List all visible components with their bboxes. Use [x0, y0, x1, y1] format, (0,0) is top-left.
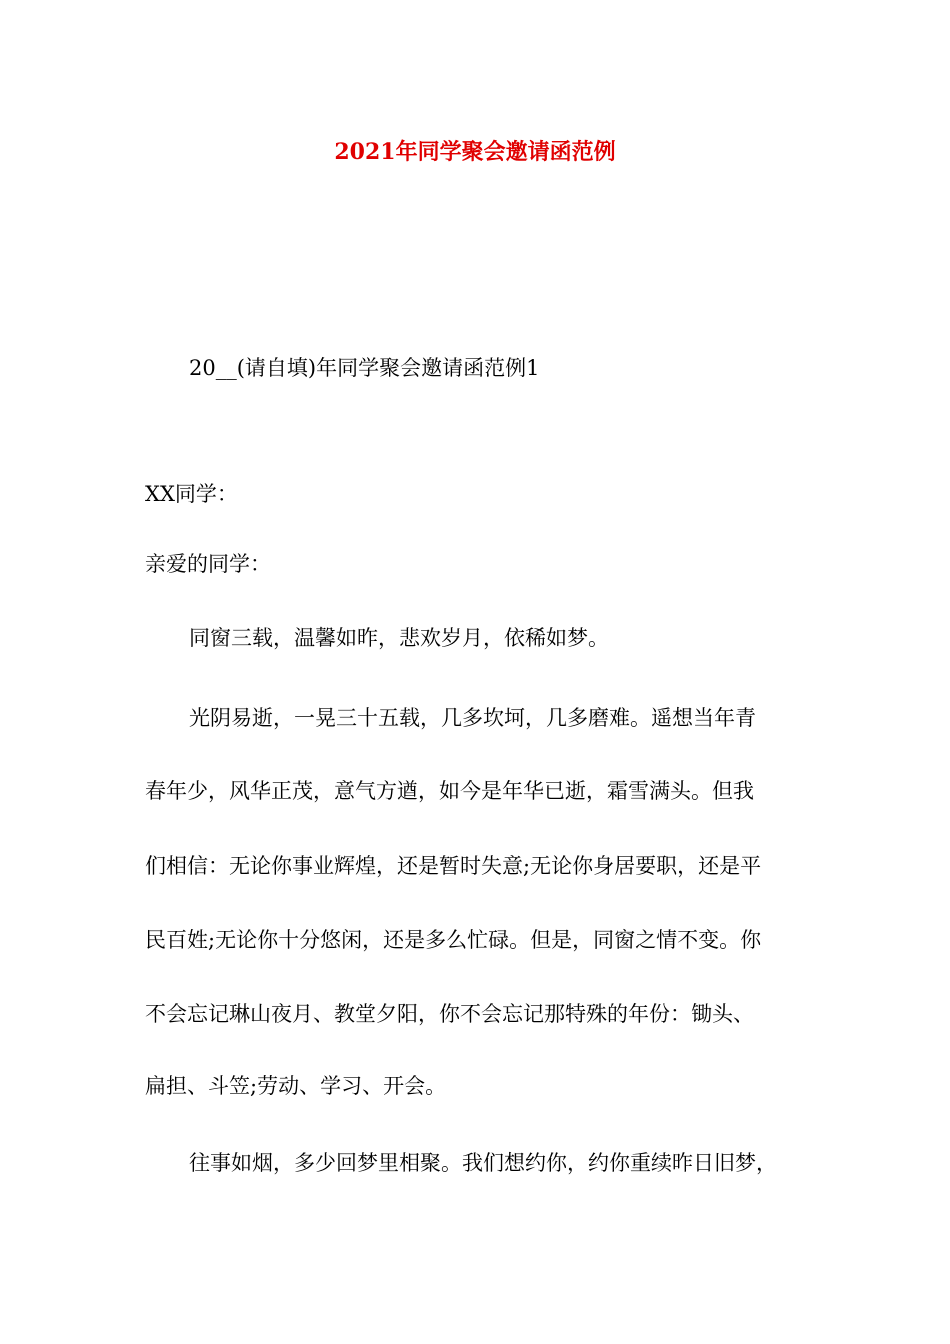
paragraph-line: 春年少，风华正茂，意气方遒，如今是年华已逝，霜雪满头。但我 [145, 779, 754, 803]
paragraph-line: 同窗三载，温馨如昨，悲欢岁月，依稀如梦。 [189, 626, 609, 650]
paragraph-line: 扁担、斗笠;劳动、学习、开会。 [145, 1074, 447, 1098]
paragraph-line: 民百姓;无论你十分悠闲，还是多么忙碌。但是，同窗之情不变。你 [145, 928, 762, 952]
salutation-line-2: 亲爱的同学： [145, 552, 271, 576]
paragraph-line: 们相信：无论你事业辉煌，还是暂时失意;无论你身居要职，还是平 [145, 854, 762, 878]
subtitle: 20__(请自填)年同学聚会邀请函范例1 [189, 356, 540, 380]
salutation-line-1: XX同学： [145, 482, 238, 506]
paragraph-line: 不会忘记琳山夜月、教堂夕阳，你不会忘记那特殊的年份：锄头、 [145, 1002, 754, 1026]
paragraph-line: 光阴易逝，一晃三十五载，几多坎坷，几多磨难。遥想当年青 [189, 706, 756, 730]
paragraph-line: 往事如烟，多少回梦里相聚。我们想约你，约你重续昨日旧梦， [189, 1151, 777, 1175]
document-title: 2021年同学聚会邀请函范例 [334, 139, 616, 165]
